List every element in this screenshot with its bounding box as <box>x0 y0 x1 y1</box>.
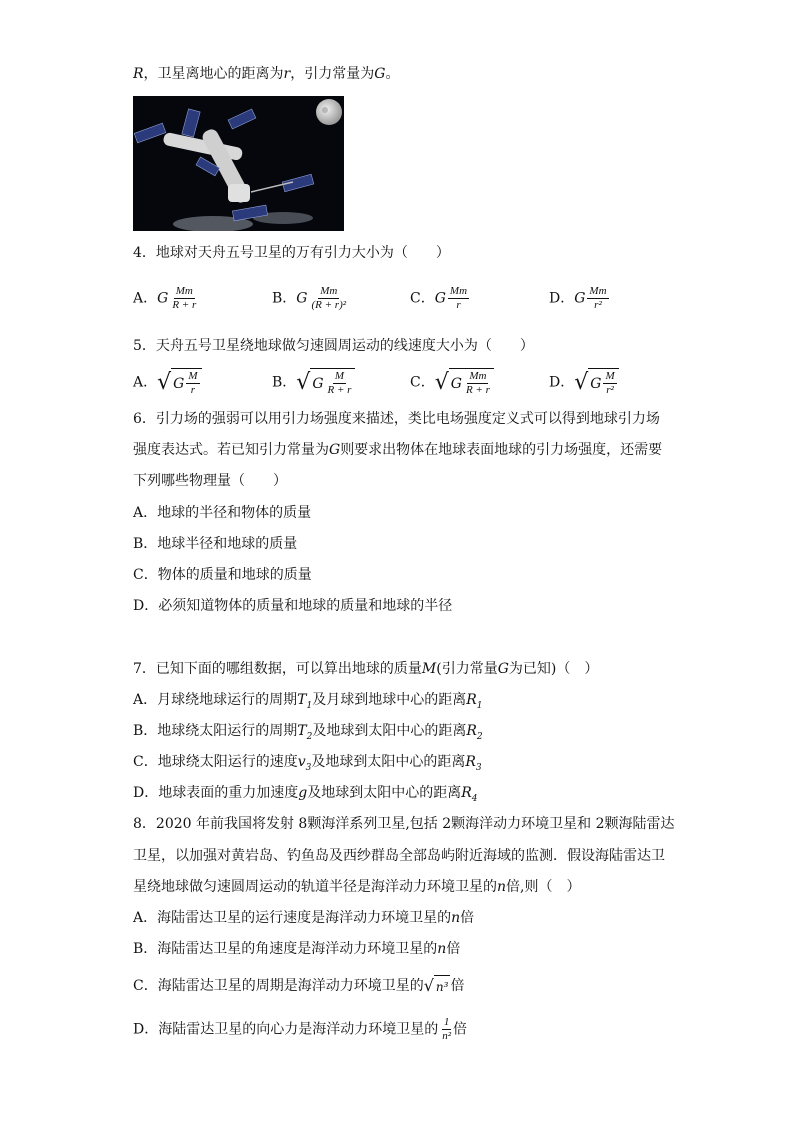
sqrt: √ G $\frac{M}{R + r}$ <box>296 368 355 397</box>
option-text: C．海陆雷达卫星的周期是海洋动力环境卫星的 <box>133 978 424 994</box>
numerator: Mm <box>320 285 338 297</box>
fraction <box>326 370 354 397</box>
question-4-stem: 4．地球对天舟五号卫星的万有引力大小为（ ） <box>133 245 450 261</box>
stem-text: 7．已知下面的哪组数据，可以算出地球的质量 <box>133 661 422 677</box>
question-7-stem <box>133 659 598 679</box>
denominator: R + r <box>465 384 490 396</box>
q4-option-b[interactable] <box>272 285 348 312</box>
option-text: 倍 <box>446 941 461 957</box>
numerator: Mm <box>469 370 487 382</box>
q7-option-a[interactable] <box>133 690 482 716</box>
stem-text: 强度表达式。若已知引力常量为 <box>133 442 329 458</box>
q5-option-b[interactable] <box>272 368 355 397</box>
option-label: A． <box>133 290 158 307</box>
subscript: 3 <box>305 762 312 773</box>
stem-text: (引力常量 <box>436 661 498 677</box>
var-G: G <box>590 375 602 392</box>
intro-line <box>133 64 399 84</box>
var: T <box>297 692 307 708</box>
denominator: R + r <box>327 384 352 396</box>
option-text: 及地球到太阳中心的距离 <box>312 723 467 739</box>
option-label: C． <box>410 290 435 307</box>
var-G: G <box>157 290 169 307</box>
q8-option-d[interactable] <box>133 1016 467 1043</box>
q4-option-d[interactable] <box>549 285 609 312</box>
question-6-stem-3: 下列哪些物理量（ ） <box>133 473 287 489</box>
var-G: G <box>296 290 308 307</box>
q6-option-b[interactable]: B．地球半径和地球的质量 <box>133 536 298 552</box>
var-G: G <box>374 66 386 82</box>
var: T <box>297 723 307 739</box>
option-text: D．地球表面的重力加速度 <box>133 785 299 801</box>
var: v <box>297 754 306 770</box>
option-text: 倍 <box>453 1021 468 1038</box>
subscript: 1 <box>476 700 483 711</box>
fraction <box>603 370 616 397</box>
q6-option-a[interactable]: A．地球的半径和物体的质量 <box>133 505 312 521</box>
subscript: 3 <box>475 762 482 773</box>
var-n: n <box>497 879 507 895</box>
q5-option-c[interactable] <box>410 368 494 397</box>
q8-option-b[interactable] <box>133 939 460 959</box>
fraction <box>170 285 198 312</box>
stem-text: 为已知)（ ） <box>508 661 599 677</box>
q5-option-d[interactable] <box>549 368 619 397</box>
option-label: B． <box>272 374 297 391</box>
option-text: 及地球到太阳中心的距离 <box>311 754 466 770</box>
option-text: 倍 <box>460 910 475 926</box>
fraction <box>186 370 199 397</box>
fraction <box>464 370 492 397</box>
intro-text: ，引力常量为 <box>290 66 375 82</box>
denominator: r² <box>606 384 614 396</box>
q6-option-d[interactable]: D．必须知道物体的质量和地球的质量和地球的半径 <box>133 598 453 614</box>
option-text: B．地球绕太阳运行的周期 <box>133 723 298 739</box>
var: g <box>298 785 308 801</box>
numerator: M <box>605 370 615 382</box>
denominator: r² <box>594 299 602 311</box>
sqrt: √ G $\frac{M}{\text{r²}}$ <box>574 368 618 397</box>
fraction <box>309 285 348 312</box>
option-label: A． <box>133 374 158 391</box>
var-G: G <box>329 442 341 458</box>
question-8-stem-2: 卫星，以加强对黄岩岛、钓鱼岛及西纱群岛全部岛屿附近海域的监测．假设海陆雷达卫 <box>133 848 665 864</box>
var-G: G <box>574 290 586 307</box>
q8-option-a[interactable] <box>133 908 474 928</box>
denominator: (R + r)² <box>311 299 347 311</box>
space-station-photo <box>133 96 344 231</box>
var-n: n <box>437 941 447 957</box>
numerator: Mm <box>449 285 468 297</box>
fraction <box>448 285 469 312</box>
option-text: A．海陆雷达卫星的运行速度是海洋动力环境卫星的 <box>133 910 452 926</box>
subscript: 2 <box>476 731 483 742</box>
var: R <box>461 785 472 801</box>
fraction <box>440 1016 453 1043</box>
var: R <box>466 723 477 739</box>
option-text: B．海陆雷达卫星的角速度是海洋动力环境卫星的 <box>133 941 438 957</box>
stem-text: 倍,则（ ） <box>506 879 581 895</box>
q8-option-c[interactable] <box>133 975 464 997</box>
q7-option-c[interactable] <box>133 752 482 778</box>
question-5-stem: 5．天舟五号卫星绕地球做匀速圆周运动的线速度大小为（ ） <box>133 338 534 354</box>
sqrt: √ G $\frac{Mm}{R + r}$ <box>435 368 494 397</box>
denominator: R + r <box>172 299 197 311</box>
q7-option-b[interactable] <box>133 721 483 747</box>
question-8-stem-3 <box>133 877 580 897</box>
q6-option-c[interactable]: C．物体的质量和地球的质量 <box>133 567 312 583</box>
q4-option-a[interactable] <box>133 285 198 312</box>
numerator: M <box>334 370 345 382</box>
fraction <box>587 285 608 312</box>
subscript: 1 <box>306 700 313 711</box>
option-label: D． <box>549 374 575 391</box>
stem-text: 星绕地球做匀速圆周运动的轨道半径是海洋动力环境卫星的 <box>133 879 497 895</box>
denominator: r <box>456 299 461 311</box>
intro-text: 。 <box>385 66 400 82</box>
option-text: C．地球绕太阳运行的速度 <box>133 754 298 770</box>
var-n: n <box>451 910 461 926</box>
var-G: G <box>173 375 185 392</box>
option-text: 及月球到地球中心的距离 <box>312 692 467 708</box>
sqrt: √ G $\frac{M}{r}$ <box>157 368 201 397</box>
subscript: 2 <box>306 731 313 742</box>
numerator: 1 <box>443 1016 450 1028</box>
q4-option-c[interactable] <box>410 285 469 312</box>
option-text: 倍 <box>450 978 465 994</box>
var-M: M <box>421 661 437 677</box>
var-G: G <box>497 661 509 677</box>
question-6-stem-1: 6．引力场的强弱可以用引力场强度来描述，类比电场强度定义式可以得到地球引力场 <box>133 411 660 427</box>
q7-option-d[interactable] <box>133 783 477 809</box>
numerator: M <box>188 370 198 382</box>
numerator: Mm <box>589 285 607 297</box>
var-R: R <box>133 66 144 82</box>
option-label: D． <box>549 290 575 307</box>
var: R <box>465 754 476 770</box>
option-label: C． <box>410 374 435 391</box>
var: R <box>466 692 477 708</box>
stem-text: 则要求出物体在地球表面地球的引力场强度，还需要 <box>340 442 663 458</box>
sqrt: √ n³ <box>423 976 449 995</box>
radicand: n³ <box>434 975 451 997</box>
numerator: Mm <box>175 285 193 297</box>
denominator: n² <box>442 1030 452 1042</box>
option-text: D．海陆雷达卫星的向心力是海洋动力环境卫星的 <box>133 1021 439 1038</box>
option-label: B． <box>272 290 297 307</box>
question-8-stem-1: 8．2020 年前我国将发射 8颗海洋系列卫星,包括 2颗海洋动力环境卫星和 2颗海陆雷达 <box>133 816 675 832</box>
denominator: r <box>190 384 196 396</box>
q5-option-a[interactable] <box>133 368 202 397</box>
var-G: G <box>450 375 462 392</box>
var-r: r <box>283 66 291 82</box>
option-text: 及地球到太阳中心的距离 <box>307 785 462 801</box>
var-G: G <box>434 290 446 307</box>
intro-text: ，卫星离地心的距离为 <box>143 66 284 82</box>
option-text: A．月球绕地球运行的周期 <box>133 692 298 708</box>
var-G: G <box>312 375 324 392</box>
question-6-stem-2 <box>133 440 662 460</box>
subscript: 4 <box>471 793 478 804</box>
